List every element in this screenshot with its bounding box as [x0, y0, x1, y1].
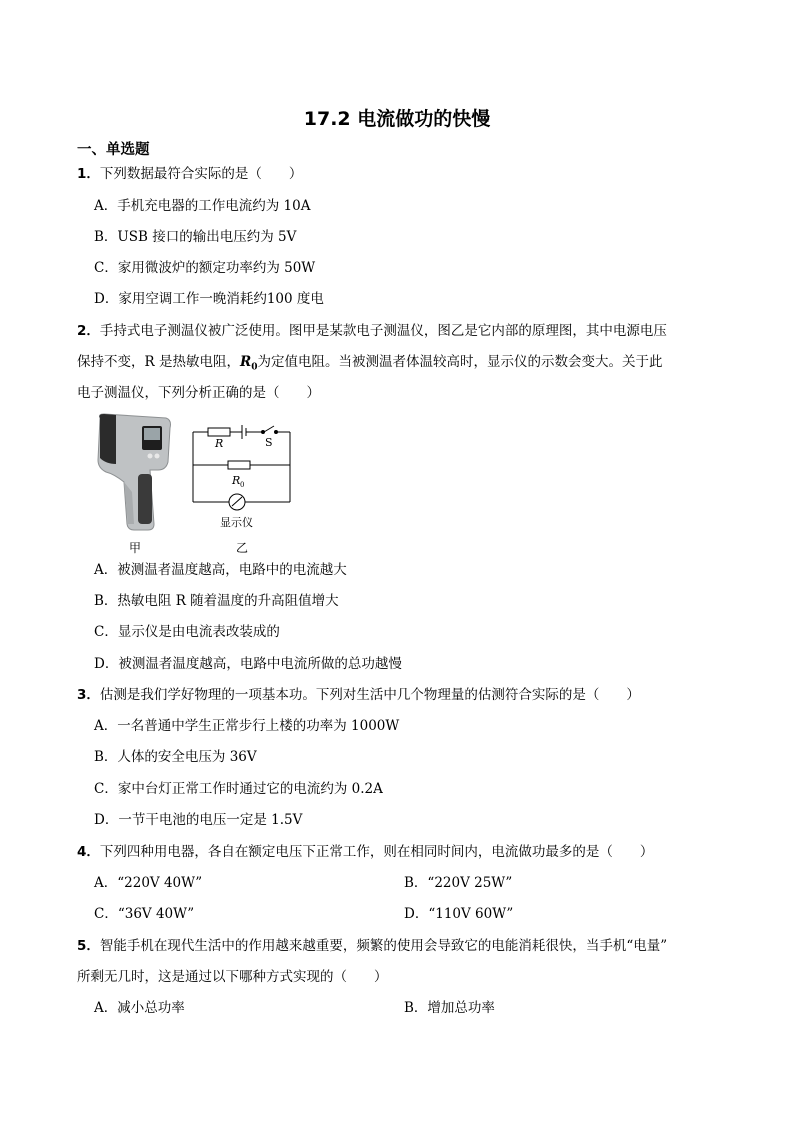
q2-option-b: B．热敏电阻 R 随着温度的升高阻值增大 — [94, 593, 339, 609]
q2-option-a: A．被测温者温度越高，电路中的电流越大 — [94, 562, 347, 578]
q3-option-a: A．一名普通中学生正常步行上楼的功率为 1000W — [94, 718, 400, 734]
question-stem: 估测是我们学好物理的一项基本功。下列对生活中几个物理量的估测符合实际的是（ ） — [99, 687, 640, 703]
q2-option-d: D．被测温者温度越高，电路中电流所做的总功越慢 — [94, 656, 402, 672]
switch-s — [264, 426, 274, 432]
q1-option-a: A．手机充电器的工作电流约为 10A — [94, 198, 311, 214]
question-number: 4． — [77, 844, 100, 860]
thermometer-device-image — [94, 412, 174, 534]
q4-option-b: B．“220V 25W” — [404, 875, 513, 891]
r0-subscript: 0 — [251, 362, 258, 373]
q3-option-b: B．人体的安全电压为 36V — [94, 749, 257, 765]
question-3 — [77, 686, 640, 704]
question-4 — [77, 843, 653, 861]
question-5-line-1 — [77, 937, 667, 955]
circuit-diagram — [188, 414, 298, 534]
r0-label: R — [232, 474, 241, 487]
question-number: 3． — [77, 687, 100, 703]
question-stem: 保持不变，R 是热敏电阻， — [77, 354, 240, 370]
q4-option-d: D．“110V 60W” — [404, 906, 514, 922]
section-heading: 一、单选题 — [77, 142, 150, 158]
r0-symbol: R — [239, 354, 252, 370]
figure-label-jia: 甲 — [129, 541, 142, 555]
q5-option-b: B．增加总功率 — [404, 1000, 495, 1016]
q3-option-c: C．家中台灯正常工作时通过它的电流约为 0.2A — [94, 781, 383, 797]
resistor-r0 — [228, 461, 250, 469]
q4-option-a: A．“220V 40W” — [94, 875, 203, 891]
question-5-line-2: 所剩无几时，这是通过以下哪种方式实现的（ ） — [77, 969, 388, 985]
question-number: 5． — [77, 938, 100, 954]
page-title: 17.2 电流做功的快慢 — [303, 108, 491, 130]
question-stem: 智能手机在现代生活中的作用越来越重要，频繁的使用会导致它的电能消耗很快，当手机“电量” — [99, 938, 668, 954]
q1-option-d: D．家用空调工作一晚消耗约100 度电 — [94, 291, 324, 307]
meter-label: 显示仪 — [220, 516, 253, 529]
r0-label-subscript: 0 — [240, 481, 245, 489]
q4-option-c: C．“36V 40W” — [94, 906, 195, 922]
question-2-line-3: 电子测温仪，下列分析正确的是（ ） — [77, 385, 320, 401]
q1-option-c: C．家用微波炉的额定功率约为 50W — [94, 260, 316, 276]
resistor-r — [208, 428, 230, 436]
s-label: S — [265, 436, 273, 449]
r-label: R — [215, 437, 224, 450]
question-2-line-2 — [77, 353, 662, 377]
question-stem: 下列数据最符合实际的是（ ） — [99, 166, 303, 182]
question-stem: 手持式电子测温仪被广泛使用。图甲是某款电子测温仪，图乙是它内部的原理图，其中电源电压 — [99, 323, 667, 339]
q3-option-d: D．一节干电池的电压一定是 1.5V — [94, 812, 303, 828]
q1-option-b: B．USB 接口的输出电压约为 5V — [94, 229, 297, 245]
question-2-line-1 — [77, 322, 667, 340]
q2-option-c: C．显示仪是由电流表改装成的 — [94, 624, 280, 640]
q5-option-a: A．减小总功率 — [94, 1000, 185, 1016]
question-stem: 下列四种用电器，各自在额定电压下正常工作，则在相同时间内，电流做功最多的是（ ） — [99, 844, 654, 860]
question-number: 1． — [77, 166, 100, 182]
question-stem: 为定值电阻。当被测温者体温较高时，显示仪的示数会变大。关于此 — [257, 354, 663, 370]
question-1 — [77, 165, 302, 183]
figure-label-yi: 乙 — [236, 541, 249, 555]
question-number: 2． — [77, 323, 100, 339]
